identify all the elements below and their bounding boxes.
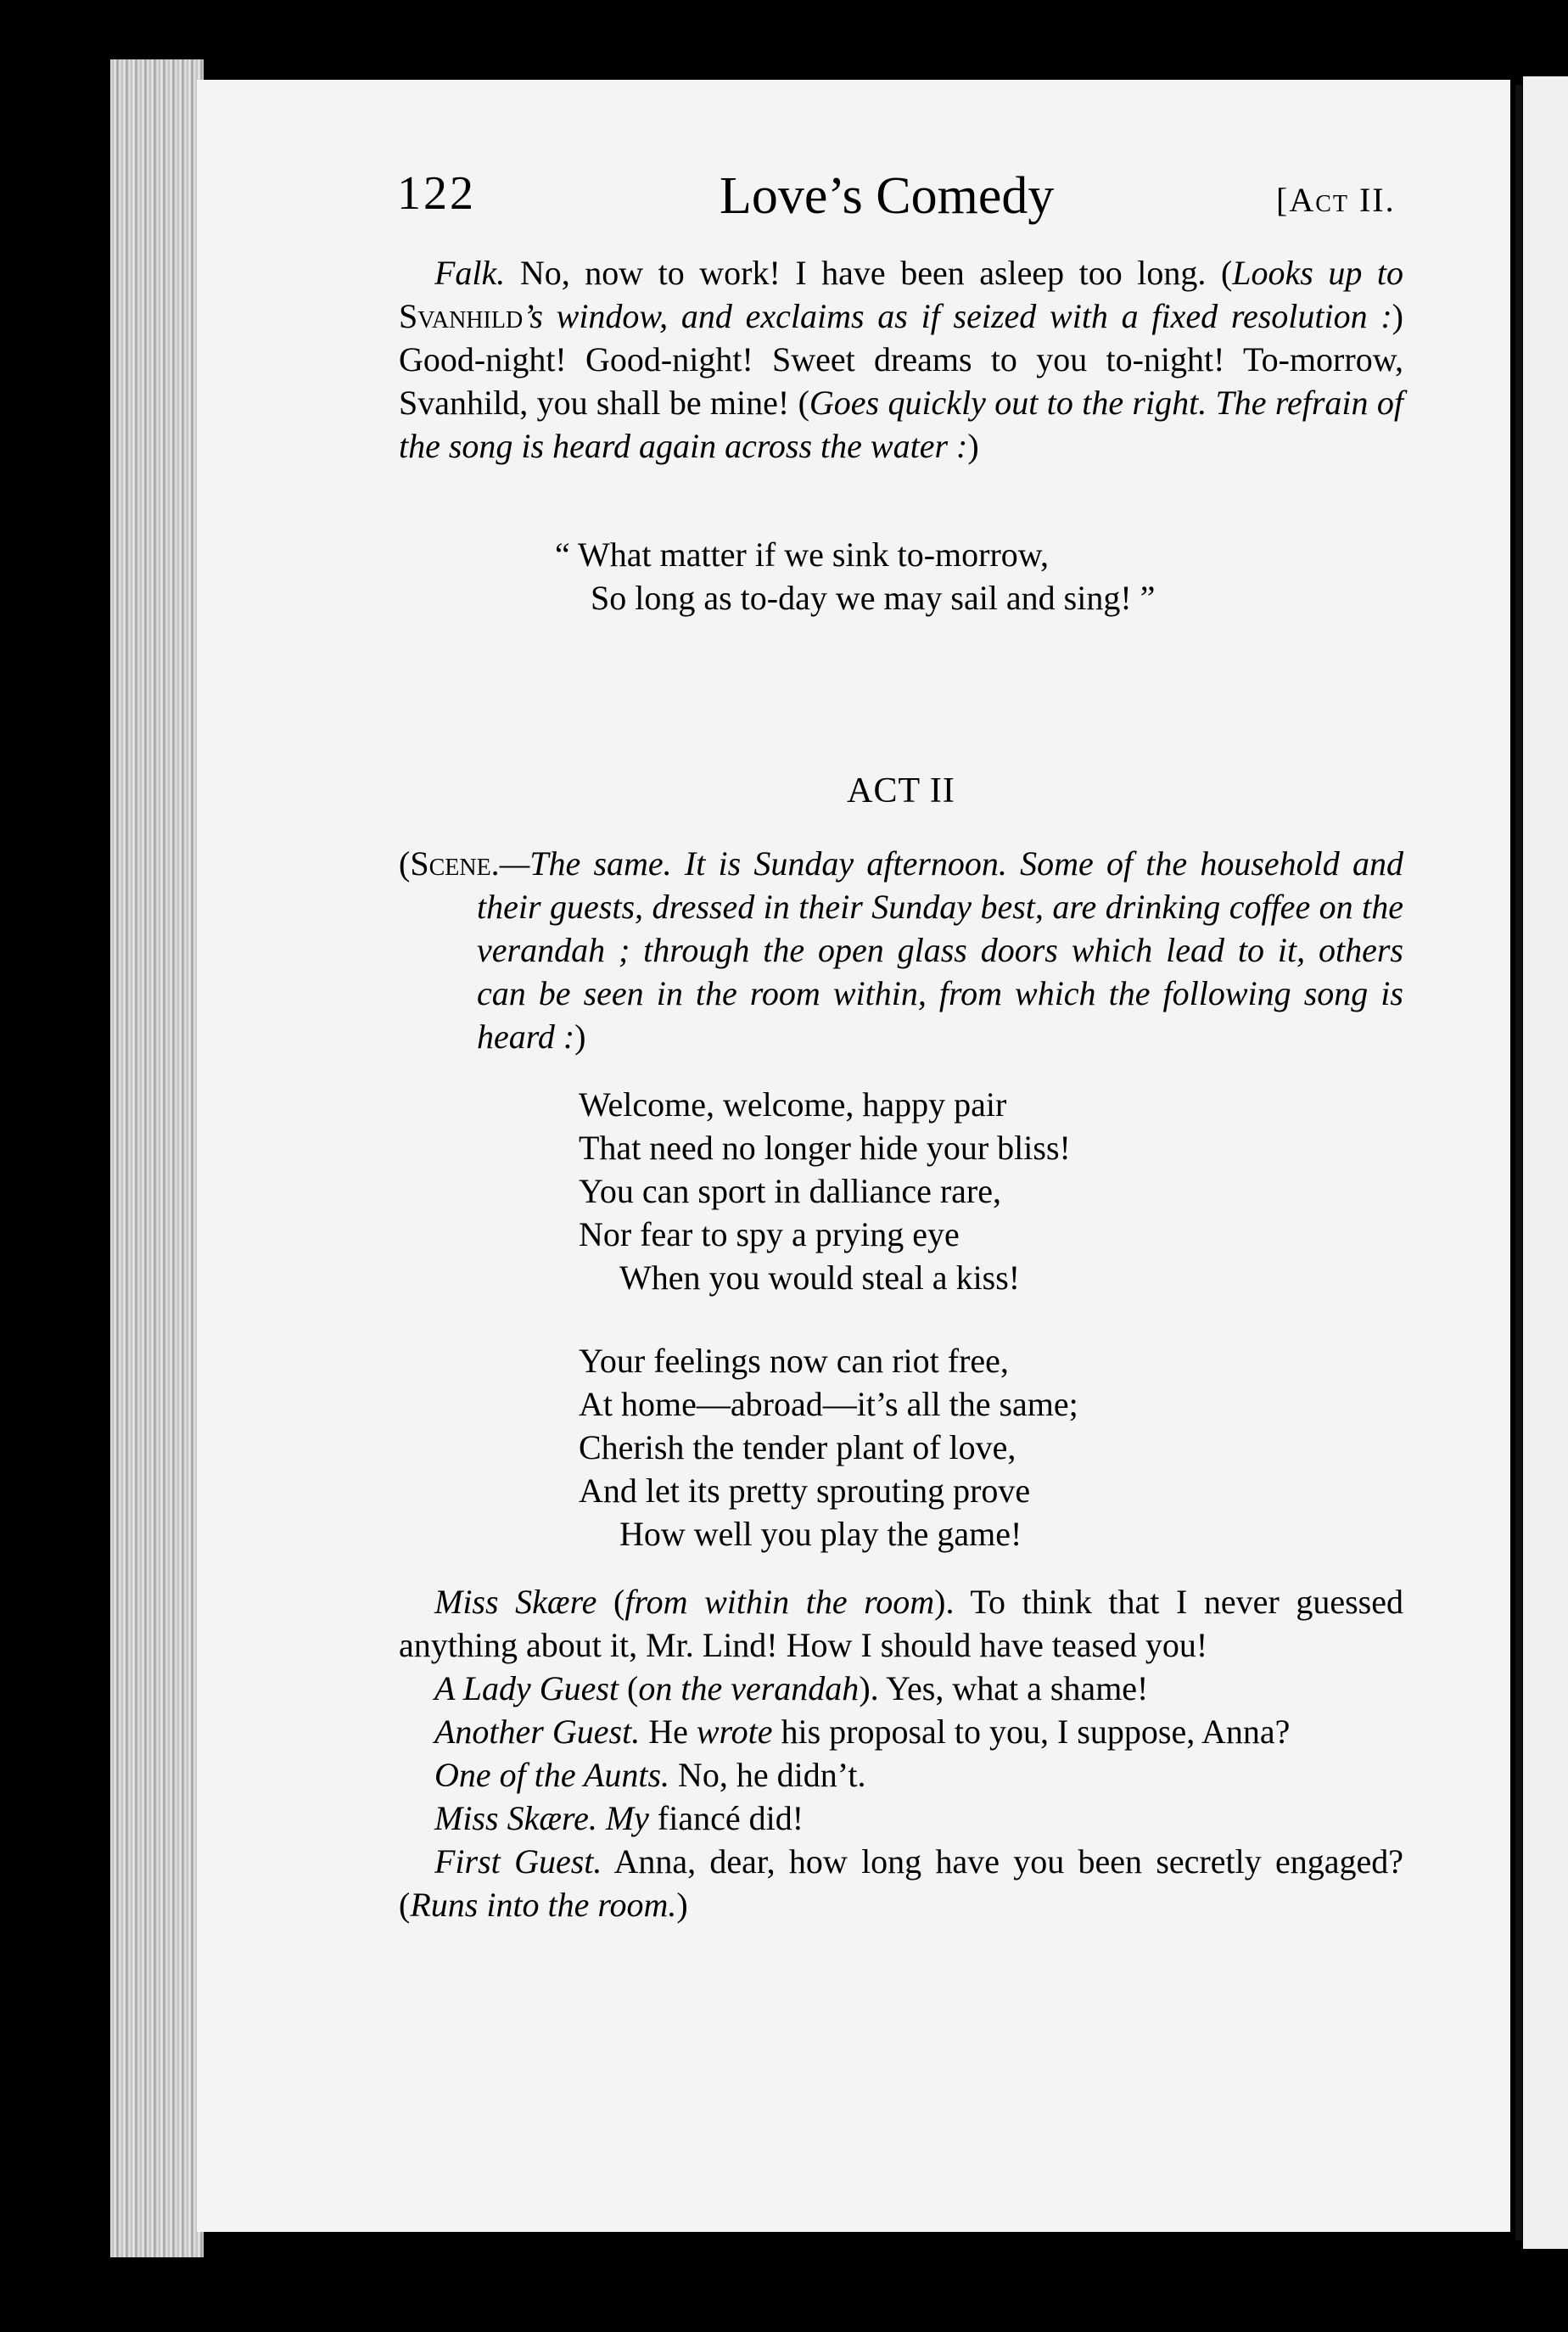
verse-line: Welcome, welcome, happy pair [579, 1085, 1007, 1124]
book-page-edges [110, 59, 204, 2257]
speaker-name: Miss Skære [434, 1583, 597, 1621]
page-number: 122 [397, 167, 476, 220]
gutter-shadow [1515, 85, 1522, 2240]
song-stanza-2 [579, 1339, 1078, 1556]
verse-line: Your feelings now can riot free, [579, 1342, 1009, 1380]
verse-line: So long as to-day we may sail and sing! ” [591, 579, 1156, 617]
scene-label: Scene. [410, 844, 500, 883]
dialogue-line: One of the Aunts. No, he didn’t. [434, 1756, 866, 1794]
stage-direction: from within the room [624, 1583, 935, 1621]
running-title: Love’s Comedy [720, 167, 1055, 225]
facing-page-edge [1523, 76, 1568, 2249]
dialogue-line: Another Guest. He wrote his proposal to you, I suppose, Anna? [434, 1713, 1291, 1751]
verse-line: Nor fear to spy a prying eye [579, 1215, 960, 1253]
verse-line: When you would steal a kiss! [619, 1258, 1021, 1297]
stage-direction: Goes quickly out to the right. The refrain of the song is heard again across the water : [399, 384, 1403, 465]
speaker-name: One of the Aunts. [434, 1756, 670, 1794]
speaker-name: Falk. [434, 254, 506, 292]
stage-direction: —The same. It is Sunday afternoon. Some of the household and their guests, dressed in their Sunday best, are drinking coffee on the verandah ; through the open glass doors which lead to it, others can be seen in the room within, from which the following song is heard : [477, 844, 1403, 1056]
refrain-verse [555, 533, 1155, 619]
act-heading: ACT II [847, 771, 955, 810]
verse-line: Cherish the tender plant of love, [579, 1428, 1016, 1466]
verse-line: You can sport in dalliance rare, [579, 1172, 1002, 1210]
verse-line: And let its pretty sprouting prove [579, 1472, 1031, 1510]
dialogue-line: Miss Skære (from within the room). To think that I never guessed anything about it, Mr. Lind! How I should have teased you! [399, 1583, 1404, 1664]
speaker-name: Another Guest. [434, 1713, 641, 1751]
scene-description: (Scene.—The same. It is Sunday afternoon. Some of the household and their guests, dressed in their Sunday best, are drinking coffee on the verandah ; through the open glass doors which lead to it, others can be seen in the room within, from which the following song is heard :) [399, 844, 1403, 1056]
dialogue-line: Miss Skære. My fiancé did! [434, 1799, 804, 1837]
stage-direction: Runs into the room. [410, 1886, 677, 1924]
verse-line: At home—abroad—it’s all the same; [579, 1385, 1078, 1423]
song-stanza-1 [579, 1083, 1071, 1299]
stage-direction: on the verandah [638, 1669, 860, 1707]
top-passage [399, 251, 1403, 468]
dialogue-line: First Guest. Anna, dear, how long have you been secretly engaged? (Runs into the room.) [399, 1842, 1403, 1924]
verse-line: How well you play the game! [619, 1515, 1022, 1553]
speaker-name: A Lady Guest [434, 1669, 619, 1707]
dialogue-line: A Lady Guest (on the verandah). Yes, what a shame! [434, 1669, 1149, 1707]
falk-speech: Falk. No, now to work! I have been asleep too long. (Looks up to Svanhild’s window, and exclaims as if seized with a fixed resolution :) Good-night! Good-night! Sweet dreams to you to-night! To-morrow, Svanhild, you shall be mine! (Goes quickly out to the right. The refrain of the song is heard again across the water :) [399, 254, 1403, 465]
dialogue [399, 1580, 1403, 1926]
verse-line: “ What matter if we sink to-morrow, [555, 535, 1050, 574]
speaker-name: Miss Skære. [434, 1799, 597, 1837]
speaker-name: First Guest. [434, 1842, 602, 1881]
character-name: Svanhild [399, 297, 524, 335]
running-section: [Act II. [1276, 181, 1396, 219]
verse-line: That need no longer hide your bliss! [579, 1129, 1071, 1167]
